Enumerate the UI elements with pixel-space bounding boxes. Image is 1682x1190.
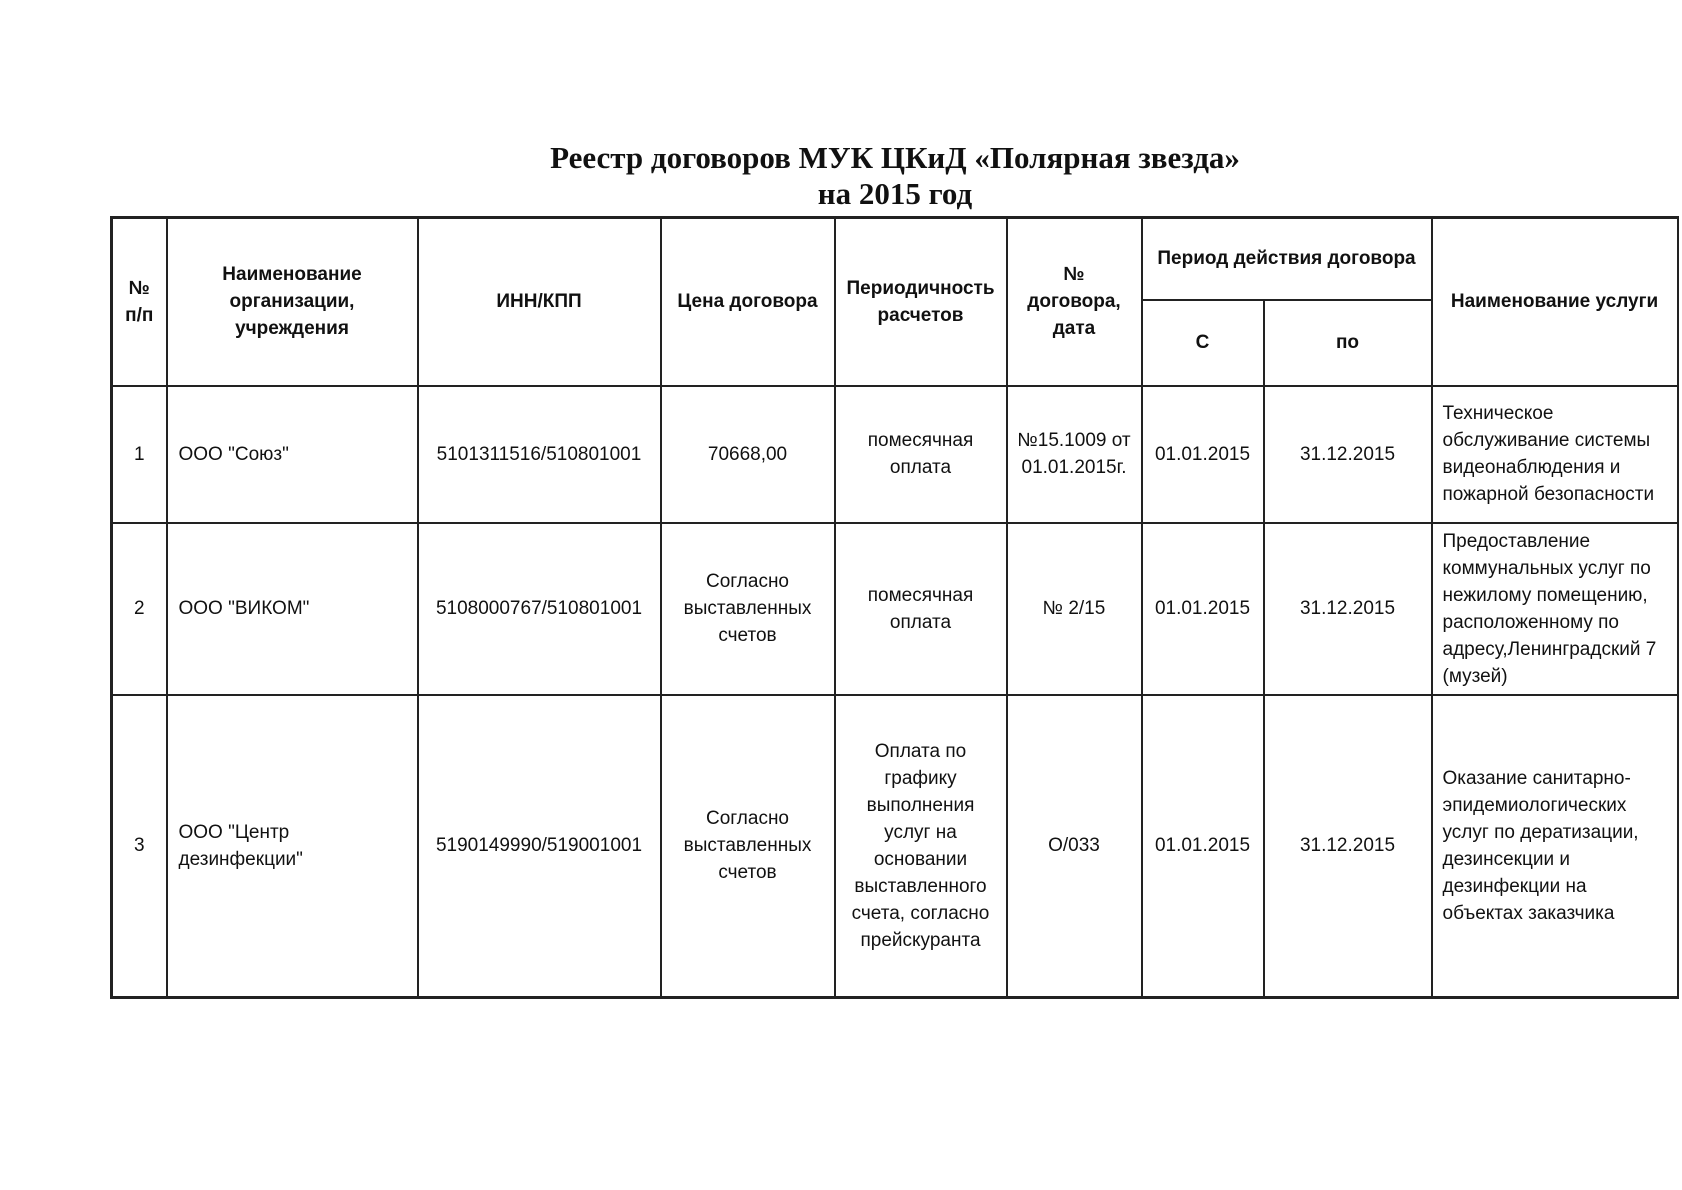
table-row [112, 386, 1678, 523]
document-title [0, 140, 1682, 212]
table-row [112, 695, 1678, 998]
cell-periodicity: помесячная оплата [835, 386, 1007, 523]
header-contract-period: Период действия договора [1142, 218, 1432, 300]
cell-organization: ООО "Центр дезинфекции" [167, 695, 418, 998]
cell-period-from: 01.01.2015 [1142, 523, 1264, 695]
cell-service-name: Оказание санитарно-эпидемиологических услуг по дератизации, дезинсекции и дезинфекции на объектах заказчика [1432, 695, 1678, 998]
cell-organization: ООО "ВИКОМ" [167, 523, 418, 695]
cell-period-from: 01.01.2015 [1142, 695, 1264, 998]
cell-num: 3 [112, 695, 167, 998]
cell-num: 1 [112, 386, 167, 523]
title-line-2: на 2015 год [817, 176, 973, 211]
cell-price: 70668,00 [661, 386, 835, 523]
cell-price: Согласно выставленных счетов [661, 523, 835, 695]
header-period-from: С [1142, 300, 1264, 386]
cell-inn-kpp: 5101311516/510801001 [418, 386, 661, 523]
cell-service-name: Предоставление коммунальных услуг по нежилому помещению, расположенному по адресу,Ленинградский 7 (музей) [1432, 523, 1678, 695]
cell-period-to: 31.12.2015 [1264, 695, 1432, 998]
cell-periodicity: помесячная оплата [835, 523, 1007, 695]
cell-inn-kpp: 5190149990/519001001 [418, 695, 661, 998]
header-num: № п/п [112, 218, 167, 386]
cell-contract-number: О/033 [1007, 695, 1142, 998]
cell-price: Согласно выставленных счетов [661, 695, 835, 998]
cell-service-name: Техническое обслуживание системы видеонаблюдения и пожарной безопасности [1432, 386, 1678, 523]
cell-contract-number: № 2/15 [1007, 523, 1142, 695]
header-organization: Наименование организации, учреждения [167, 218, 418, 386]
cell-period-to: 31.12.2015 [1264, 523, 1432, 695]
header-inn-kpp: ИНН/КПП [418, 218, 661, 386]
cell-contract-number: №15.1009 от 01.01.2015г. [1007, 386, 1142, 523]
header-period-to: по [1264, 300, 1432, 386]
cell-organization: ООО "Союз" [167, 386, 418, 523]
cell-period-from: 01.01.2015 [1142, 386, 1264, 523]
header-service-name: Наименование услуги [1432, 218, 1678, 386]
contracts-registry-table [110, 216, 1679, 999]
header-price: Цена договора [661, 218, 835, 386]
title-line-1: Реестр договоров МУК ЦКиД «Полярная звезда» [550, 140, 1240, 175]
cell-periodicity: Оплата по графику выполнения услуг на основании выставленного счета, согласно прейскуранта [835, 695, 1007, 998]
cell-num: 2 [112, 523, 167, 695]
header-periodicity: Периодичность расчетов [835, 218, 1007, 386]
header-contract-number: № договора, дата [1007, 218, 1142, 386]
cell-inn-kpp: 5108000767/510801001 [418, 523, 661, 695]
table-row [112, 523, 1678, 695]
cell-period-to: 31.12.2015 [1264, 386, 1432, 523]
